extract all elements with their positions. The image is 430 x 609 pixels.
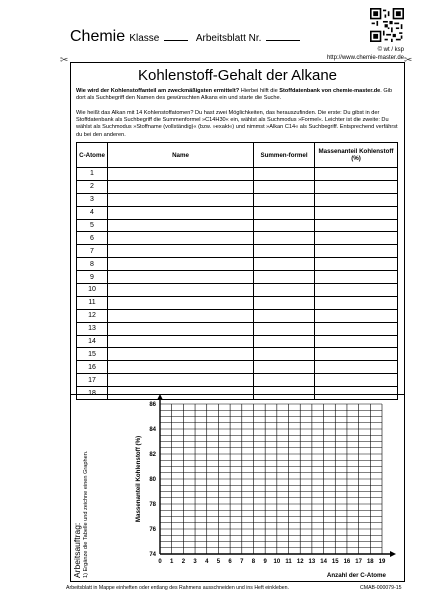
row-number: 6 xyxy=(77,232,108,245)
x-tick-label: 8 xyxy=(251,559,256,565)
mass-fraction-cell[interactable] xyxy=(315,335,398,348)
x-tick-label: 18 xyxy=(366,559,374,565)
formula-cell[interactable] xyxy=(254,374,315,387)
footer-note: Arbeitsblatt in Mappe einheften oder entlang des Rahmens ausschneiden und ins Heft einkleben. xyxy=(66,585,289,591)
table-row xyxy=(77,245,398,258)
name-cell[interactable] xyxy=(108,206,254,219)
column-header-name: Name xyxy=(108,143,254,168)
y-tick-label: 74 xyxy=(149,552,156,558)
task-block xyxy=(72,400,100,578)
klasse-blank[interactable] xyxy=(164,40,188,41)
intro-paragraph xyxy=(76,88,401,102)
formula-cell[interactable] xyxy=(254,168,315,181)
table-row xyxy=(77,374,398,387)
row-number: 10 xyxy=(77,284,108,297)
arbeitsblatt-label: Arbeitsblatt Nr. xyxy=(195,33,262,44)
formula-cell[interactable] xyxy=(254,348,315,361)
x-axis-label: Anzahl der C-Atome xyxy=(326,572,386,579)
mass-fraction-cell[interactable] xyxy=(315,180,398,193)
x-tick-label: 11 xyxy=(285,559,292,565)
x-tick-label: 7 xyxy=(240,559,244,565)
x-tick-label: 17 xyxy=(355,559,362,565)
x-tick-label: 5 xyxy=(216,559,221,565)
table-row xyxy=(77,219,398,232)
row-number: 3 xyxy=(77,193,108,206)
formula-cell[interactable] xyxy=(254,309,315,322)
row-number: 16 xyxy=(77,361,108,374)
x-tick-label: 4 xyxy=(205,559,209,565)
y-tick-label: 86 xyxy=(149,402,156,408)
table-row xyxy=(77,296,398,309)
x-tick-label: 0 xyxy=(158,559,162,565)
mass-fraction-cell[interactable] xyxy=(315,296,398,309)
row-number: 11 xyxy=(77,296,108,309)
document-id: CMAB-000079-15 xyxy=(360,585,402,591)
row-number: 4 xyxy=(77,206,108,219)
row-number: 12 xyxy=(77,309,108,322)
mass-fraction-cell[interactable] xyxy=(315,219,398,232)
table-row xyxy=(77,232,398,245)
row-number: 17 xyxy=(77,374,108,387)
task-heading: Arbeitsauftrag: xyxy=(72,522,82,578)
website-link[interactable]: http://www.chemie-master.de xyxy=(326,55,404,61)
x-tick-label: 15 xyxy=(331,559,339,565)
x-tick-label: 6 xyxy=(228,559,232,565)
table-row xyxy=(77,335,398,348)
mass-fraction-cell[interactable] xyxy=(315,309,398,322)
scissors-icon: ✂ xyxy=(60,55,69,66)
name-cell[interactable] xyxy=(108,335,254,348)
row-number: 7 xyxy=(77,245,108,258)
copyright-text: © wt / ksp xyxy=(377,47,404,53)
name-cell[interactable] xyxy=(108,245,254,258)
name-cell[interactable] xyxy=(108,193,254,206)
column-header-summenformel: Summen-formel xyxy=(254,143,315,168)
table-row xyxy=(77,309,398,322)
name-cell[interactable] xyxy=(108,296,254,309)
mass-fraction-cell[interactable] xyxy=(315,232,398,245)
header-title xyxy=(70,28,300,46)
name-cell[interactable] xyxy=(108,180,254,193)
table-row xyxy=(77,322,398,335)
x-tick-label: 1 xyxy=(170,559,174,565)
arbeitsblatt-blank[interactable] xyxy=(266,40,300,41)
formula-cell[interactable] xyxy=(254,180,315,193)
table-row xyxy=(77,258,398,271)
x-tick-label: 12 xyxy=(296,559,304,565)
page-title: Kohlenstoff-Gehalt der Alkane xyxy=(137,67,338,84)
mass-fraction-cell[interactable] xyxy=(315,322,398,335)
database-name[interactable]: Stoffdatenbank von chemie-master.de xyxy=(279,88,381,94)
row-number: 1 xyxy=(77,168,108,181)
row-number: 9 xyxy=(77,271,108,284)
y-tick-label: 78 xyxy=(149,502,156,508)
intro-text-b: . Gib dort als Suchbegriff den Namen des gewünschten Alkans ein und starte die Suche. xyxy=(76,88,393,102)
task-item: 1) Ergänze die Tabelle und zeichne einen Graphen. xyxy=(83,450,89,578)
table-header-row xyxy=(77,143,398,168)
x-tick-label: 14 xyxy=(320,559,327,565)
name-cell[interactable] xyxy=(108,309,254,322)
help-paragraph: Wie heißt das Alkan mit 14 Kohlenstoffatomen? Du hast zwei Möglichkeiten, das herauszufinden. Die erste: Du gibst in der Stoffdatenbank als Suchbegriff die Summenformel »C14H30« ein, wählst als Suchmodus »Formel«. Leichter ist die zweite: Du wählst als Suchmodus »Stoffname (vollständig)« (bzw. »exakt«) und nimmst »Alkan C14« als Suchbegriff. Entsprechend verfährst du bei den anderen. xyxy=(76,110,398,138)
mass-fraction-cell[interactable] xyxy=(315,361,398,374)
formula-cell[interactable] xyxy=(254,335,315,348)
mass-fraction-cell[interactable] xyxy=(315,168,398,181)
scissors-icon: ✂ xyxy=(404,55,413,66)
intro-text-a: Hierbei hilft die xyxy=(239,88,280,94)
name-cell[interactable] xyxy=(108,284,254,297)
y-axis-label: Massenanteil Kohlenstoff (%) xyxy=(135,435,142,523)
y-tick-label: 84 xyxy=(149,427,156,433)
table-row xyxy=(77,193,398,206)
mass-fraction-cell[interactable] xyxy=(315,271,398,284)
table-row xyxy=(77,348,398,361)
mass-fraction-cell[interactable] xyxy=(315,374,398,387)
row-number: 8 xyxy=(77,258,108,271)
formula-cell[interactable] xyxy=(254,258,315,271)
x-tick-label: 9 xyxy=(263,559,267,565)
row-number: 13 xyxy=(77,322,108,335)
formula-cell[interactable] xyxy=(254,361,315,374)
name-cell[interactable] xyxy=(108,219,254,232)
name-cell[interactable] xyxy=(108,322,254,335)
row-number: 15 xyxy=(77,348,108,361)
mass-fraction-cell[interactable] xyxy=(315,206,398,219)
formula-cell[interactable] xyxy=(254,206,315,219)
name-cell[interactable] xyxy=(108,348,254,361)
column-header-massenanteil: Massenanteil Kohlenstoff (%) xyxy=(315,143,398,168)
name-cell[interactable] xyxy=(108,168,254,181)
qr-code-icon xyxy=(370,8,404,42)
formula-cell[interactable] xyxy=(254,322,315,335)
y-tick-label: 76 xyxy=(149,527,156,533)
formula-cell[interactable] xyxy=(254,284,315,297)
subject-label: Chemie xyxy=(70,28,126,45)
formula-cell[interactable] xyxy=(254,232,315,245)
formula-cell[interactable] xyxy=(254,219,315,232)
mass-fraction-cell[interactable] xyxy=(315,284,398,297)
x-tick-label: 10 xyxy=(273,559,281,565)
intro-question: Wie wird der Kohlenstoffanteil am zweckmäßigsten ermittelt? xyxy=(76,88,240,94)
name-cell[interactable] xyxy=(108,374,254,387)
graph-paper-chart[interactable] xyxy=(100,394,405,586)
row-number: 5 xyxy=(77,219,108,232)
formula-cell[interactable] xyxy=(254,193,315,206)
table-row xyxy=(77,206,398,219)
x-tick-label: 3 xyxy=(193,559,197,565)
name-cell[interactable] xyxy=(108,361,254,374)
mass-fraction-cell[interactable] xyxy=(315,258,398,271)
mass-fraction-cell[interactable] xyxy=(315,348,398,361)
mass-fraction-cell[interactable] xyxy=(315,193,398,206)
x-tick-label: 19 xyxy=(378,559,386,565)
name-cell[interactable] xyxy=(108,271,254,284)
name-cell[interactable] xyxy=(108,232,254,245)
x-tick-label: 13 xyxy=(308,559,316,565)
y-tick-label: 80 xyxy=(149,477,156,483)
table-row xyxy=(77,271,398,284)
formula-cell[interactable] xyxy=(254,271,315,284)
table-row xyxy=(77,180,398,193)
table-row xyxy=(77,168,398,181)
data-table xyxy=(76,142,398,400)
x-axis-arrow xyxy=(390,551,396,557)
copyright-block xyxy=(290,46,404,62)
formula-cell[interactable] xyxy=(254,296,315,309)
formula-cell[interactable] xyxy=(254,245,315,258)
row-number: 14 xyxy=(77,335,108,348)
table-row xyxy=(77,361,398,374)
mass-fraction-cell[interactable] xyxy=(315,245,398,258)
x-tick-label: 2 xyxy=(181,559,186,565)
y-tick-label: 82 xyxy=(149,452,156,458)
table-row xyxy=(77,284,398,297)
row-number: 2 xyxy=(77,180,108,193)
column-header-c-atome: C-Atome xyxy=(77,143,108,168)
name-cell[interactable] xyxy=(108,258,254,271)
klasse-label: Klasse xyxy=(129,33,160,44)
row-number: 18 xyxy=(77,387,108,400)
x-tick-label: 16 xyxy=(343,559,351,565)
y-axis-arrow xyxy=(157,394,163,400)
